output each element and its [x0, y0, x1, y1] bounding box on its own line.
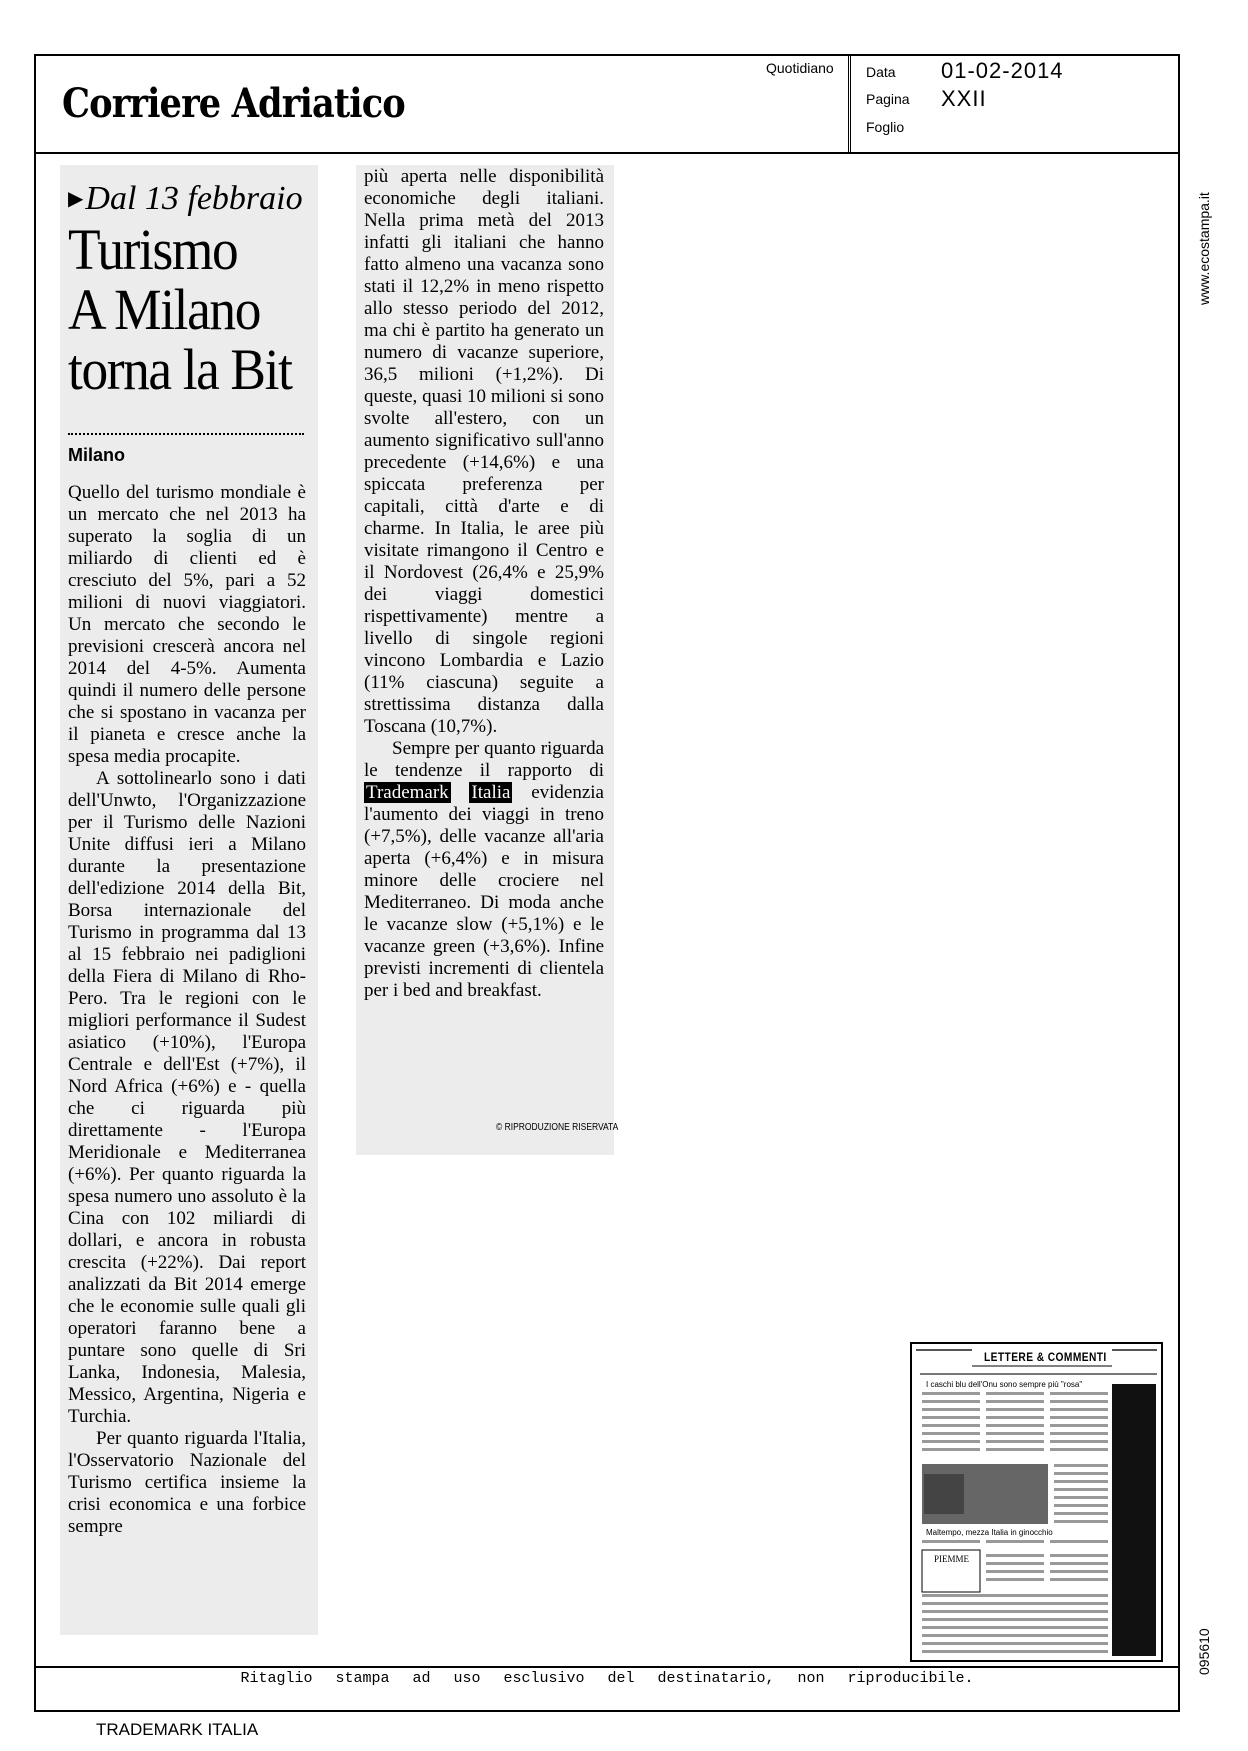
side-code-text: 095610 — [1196, 1628, 1212, 1675]
headline-line: Turismo — [68, 217, 238, 282]
dotted-separator — [68, 433, 304, 435]
article-column-1 — [68, 482, 306, 1538]
paragraph — [364, 738, 604, 1002]
headline-line: torna la Bit — [68, 337, 292, 402]
dateline: Milano — [68, 445, 125, 465]
sheet-label: Foglio — [866, 119, 905, 135]
header-vertical-rule — [848, 54, 851, 152]
publication-type: Quotidiano — [766, 60, 834, 76]
page-label: Pagina — [866, 91, 910, 107]
client-name: TRADEMARK ITALIA — [96, 1720, 259, 1739]
thumbnail-photo-caption: Maltempo, mezza Italia in ginocchio — [926, 1528, 1053, 1537]
article-headline — [68, 217, 292, 402]
date-value: 01-02-2014 — [941, 58, 1064, 83]
article-kicker — [68, 180, 303, 218]
highlighted-keyword: Trademark — [366, 782, 449, 803]
highlighted-keyword: Italia — [471, 782, 511, 803]
side-url-text: www.ecostampa.it — [1196, 192, 1212, 305]
footer-notice: Ritaglio stampa ad uso esclusivo del destinatario, non riproducibile. — [240, 1670, 974, 1687]
page-thumbnail — [910, 1342, 1163, 1662]
headline-line: A Milano — [68, 277, 261, 342]
masthead: Corriere Adriatico — [62, 80, 405, 127]
thumbnail-section-title: LETTERE & COMMENTI — [984, 1350, 1107, 1364]
thumbnail-layout-graphic — [912, 1344, 1163, 1662]
paragraph: Quello del turismo mondiale è un mercato che nel 2013 ha superato la soglia di un miliardo di clienti ed è cresciuto del 5%, pari a 52 milioni di nuovi viaggiatori. Un mercato che secondo le previsioni crescerà ancora nel 2014 del 4-5%. Aumenta quindi il numero delle persone che si spostano in vacanza per il pianeta e cresce anche la spesa media procapite. — [68, 482, 306, 767]
footer-divider — [34, 1666, 1180, 1668]
thumbnail-subhead: I caschi blu dell'Onu sono sempre più "rosa" — [926, 1380, 1083, 1389]
paragraph: più aperta nelle disponibilità economiche degli italiani. Nella prima metà del 2013 infatti gli italiani che hanno fatto almeno una vacanza sono stati il 12,2% in meno rispetto allo stesso periodo del 2012, ma chi è partito ha generato un numero di vacanze superiore, 36,5 milioni (+1,2%). Di queste, quasi 10 milioni si sono svolte all'estero, con un aumento significativo sull'anno precedente (+14,6%) e una spiccata preferenza per capitali, città d'arte e di charme. In Italia, le aree più visitate rimangono il Centro e il Nordovest (26,4% e 25,9% dei viaggi domestici rispettivamente) mentre a livello di singole regioni vincono Lombardia e Lazio (11% ciascuna) seguite a strettissima distanza dalla Toscana (10,7%). — [364, 166, 604, 737]
thumbnail-ad-label: PIEMME — [934, 1554, 970, 1564]
date-label: Data — [866, 64, 896, 80]
page-value: XXII — [941, 86, 987, 111]
paragraph: A sottolinearlo sono i dati dell'Unwto, l'Organizzazione per il Turismo delle Nazioni Unite diffusi ieri a Milano durante la presentazione dell'edizione 2014 della Bit, Borsa internazionale del Turismo in programma dal 13 al 15 febbraio nei padiglioni della Fiera di Milano di Rho-Pero. Tra le regioni con le migliori performance il Sudest asiatico (+10%), l'Europa Centrale e dell'Est (+7%), il Nord Africa (+6%) e - quella che ci riguarda più direttamente - l'Europa Meridionale e Mediterranea (+6%). Per quanto riguarda la spesa numero uno assoluto è la Cina con 102 miliardi di dollari, e ancora in robusta crescita (+22%). Dai report analizzati da Bit 2014 emerge che le economie sulle quali gli operatori faranno bene a puntare sono quelle di Sri Lanka, Indonesia, Malesia, Messico, Argentina, Nigeria e Turchia. — [68, 768, 306, 1427]
article-column-2 — [364, 166, 604, 1002]
copyright-note: © RIPRODUZIONE RISERVATA — [496, 1122, 619, 1133]
triangle-bullet-icon: ▶ — [68, 188, 84, 210]
paragraph-text: evidenzia l'aumento dei viaggi in treno (+7,5%), delle vacanze all'aria aperta (+6,4%) e in misura minore delle crociere nel Mediterraneo. Di moda anche le vacanze slow (+5,1%) e le vacanze green (+3,6%). Infine previsti incrementi di clientela per i bed and breakfast. — [364, 782, 604, 1001]
kicker-text: Dal 13 febbraio — [85, 180, 303, 217]
side-url — [1196, 165, 1214, 305]
header-divider — [34, 152, 1180, 154]
paragraph: Per quanto riguarda l'Italia, l'Osservatorio Nazionale del Turismo certifica insieme la crisi economica e una forbice sempre — [68, 1428, 306, 1537]
paragraph-text: Sempre per quanto riguarda le tendenze il rapporto di — [364, 738, 604, 781]
side-code — [1196, 1620, 1214, 1680]
